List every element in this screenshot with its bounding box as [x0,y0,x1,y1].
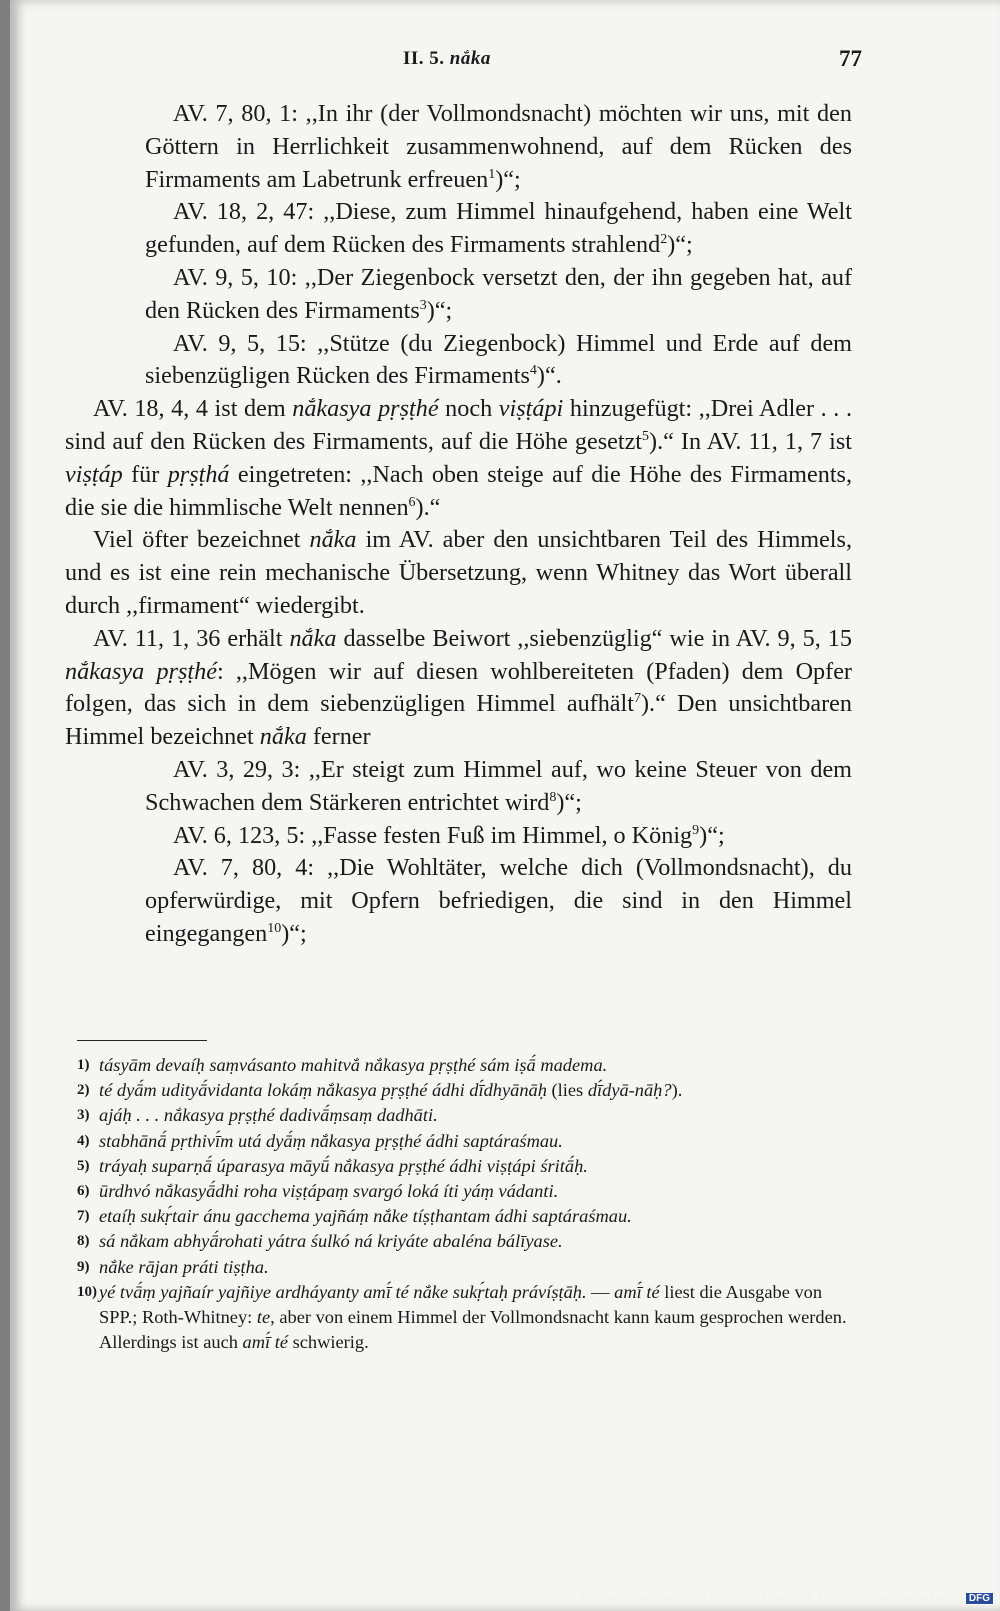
page-header [10,48,1000,78]
footnote [65,1129,852,1154]
quotation-paragraph [65,98,852,196]
italic-term: amī́ té [242,1332,288,1353]
footnote [65,1280,852,1356]
main-text [65,98,852,951]
italic-term: ajáḥ . . . nắkasya pṛṣṭhé dadivā́ṃsaṃ dadhāti. [99,1105,438,1126]
footnote-ref: 1 [488,166,496,182]
text-run: ).“ Den unsichtbaren Himmel bezeichnet [65,690,852,751]
text-run: ). [671,1080,683,1101]
paragraph [65,524,852,622]
text-run: AV. 18, 2, 47: ,,Diese, zum Himmel hinaufgehend, haben eine Welt gefunden, auf dem Rücken des Firmaments strahlend [145,198,852,259]
italic-term: viṣṭáp [65,460,123,488]
text-run: Viel öfter bezeichnet [93,526,310,554]
quotation-paragraph [65,754,852,820]
footnote-ref: 4 [529,363,537,379]
text-run: AV. 11, 1, 36 erhält [93,624,290,652]
paragraph [65,623,852,754]
italic-term: sá nắkam abhyā́rohati yátra śulkó ná kriyáte abaléna bálīyase. [99,1231,563,1252]
text-run: )“; [495,165,521,193]
text-run: (lies [546,1080,588,1101]
book-page [10,0,1000,1611]
footnote-ref: 10 [267,920,282,936]
dfg-logo: DFG [965,1592,994,1605]
italic-term: pṛṣṭhá [167,460,230,488]
text-run: )“. [536,362,562,390]
italic-term: te, [256,1307,275,1328]
italic-term: nắka [259,723,307,751]
italic-term: stabhānā́ pṛthivī́m utá dyā́ṃ nắkasya pṛṣṭhé ádhi saptáraśmau. [99,1130,563,1151]
quotation-paragraph [65,852,852,950]
page-number: 77 [839,46,862,71]
italic-term: té dyā́m udityā́vidanta lokáṃ nắkasya pṛṣṭhé ádhi dī́dhyānāḥ [99,1080,547,1101]
italic-term: amī́ té [614,1281,660,1302]
text-run: hinzugefügt: ,,Drei Adler . . . sind auf den Rücken des Firmaments, auf die Höhe gesetzt [65,395,852,455]
text-run: ).“ In AV. 11, 1, 7 ist [649,427,852,455]
text-run: dasselbe Beiwort ,,siebenzüglig“ wie in AV. 9, 5, 15 [336,624,852,652]
text-run: aber von einem Himmel der Vollmondsnacht kann kaum gesprochen werden. Allerdings ist auch [99,1307,847,1353]
footnotes [65,1040,852,1355]
footnote-ref: 5 [642,428,650,444]
text-run: AV. 9, 5, 10: ,,Der Ziegenbock versetzt den, der ihn gegeben hat, auf den Rücken des Firmaments [145,263,852,324]
italic-term: tásyām devaíḥ saṃvásanto mahitvắ nắkasya pṛṣṭhé sám iṣā́ madema. [99,1055,608,1075]
text-run: AV. 9, 5, 15: ,,Stütze (du Ziegenbock) Himmel und Erde auf dem siebenzügligen Rücken des Firmaments [145,329,852,390]
footnote [65,1255,852,1280]
text-run: )“; [699,821,725,849]
text-run: ).“ [415,493,441,521]
text-run: )“; [281,919,307,947]
text-run: für [122,460,168,488]
italic-term: etaíḥ sukṛ́tair ánu gacchema yajñáṃ nắke tíṣṭhantam ádhi saptáraśmau. [99,1206,632,1227]
italic-term: dī́dyā-nāḥ? [587,1080,672,1101]
footnote-marker: 6) [77,1183,90,1200]
footnote-marker: 9) [77,1258,90,1275]
italic-term: tráyaḥ suparṇā́ úparasya māyū́ nắkasya pṛṣṭhé ádhi viṣṭápi śritā́ḥ. [99,1155,588,1176]
text-run: liest die Ausgabe von SPP.; Roth-Whitney: [99,1281,823,1328]
footnote-rule [77,1040,207,1041]
footnote-ref: 3 [419,297,427,313]
credit-text: Digitalisierung gefördert durch die Deutsche Forschungsgemeinschaft - [580,1590,959,1604]
footnote [65,1053,852,1078]
footnote-ref: 2 [660,232,668,248]
footnote [65,1154,852,1179]
footnote-marker: 7) [77,1208,90,1225]
text-run: AV. 6, 123, 5: ,,Fasse festen Fuß im Himmel, o König [173,821,693,849]
footnote-ref: 6 [408,494,416,510]
italic-term: yé tvā́ṃ yajñaír yajñiye ardháyanty amī́ té nắke sukṛ́taḥ právíṣṭāḥ. [99,1281,587,1302]
digitization-credit [580,1590,994,1605]
footnote [65,1103,852,1128]
quotation-paragraph [65,820,852,853]
italic-term: viṣṭápi [498,395,564,423]
italic-term: nắka [309,526,357,554]
text-run: AV. 3, 29, 3: ,,Er steigt zum Himmel auf, wo keine Steuer von dem Schwachen dem Stärkeren entrichtet wird [145,755,852,816]
paragraph [65,393,852,524]
italic-term: nắka [289,624,337,652]
italic-term: ūrdhvó nắkasyā́dhi roha viṣṭápaṃ svargó loká íti yáṃ vádanti. [99,1181,559,1202]
text-run: : ,,Mögen wir auf diesen wohlbereiteten (Pfaden) dem Opfer folgen, das sich in dem siebenzügligen Himmel aufhält [65,657,852,718]
section-word: nắka [449,48,491,69]
footnote-ref: 8 [549,789,557,805]
text-run: noch [438,395,499,423]
text-run: AV. 7, 80, 1: ,,In ihr (der Vollmondsnacht) möchten wir uns, mit den Göttern in Herrlichkeit zusammenwohnend, auf dem Rücken des Firmaments am Labetrunk erfreuen [145,100,852,193]
footnote-marker: 10) [77,1283,97,1300]
footnote [65,1229,852,1254]
footnote-ref: 7 [634,691,641,707]
quotation-paragraph [65,196,852,262]
section-number: II. 5. [403,48,445,69]
italic-term: nắkasya pṛṣṭhé [292,395,439,423]
text-run: )“; [426,296,453,324]
footnote-list [65,1053,852,1355]
text-run: AV. 18, 4, 4 ist dem [93,395,293,423]
text-run: eingetreten: ,,Nach oben steige auf die Höhe des Firmaments, die sie die himmlische Welt nennen [65,460,853,521]
footnote [65,1078,852,1103]
footnote-marker: 8) [77,1233,90,1250]
quotation-paragraph [65,328,852,394]
text-run: AV. 7, 80, 4: ,,Die Wohltäter, welche dich (Vollmondsnacht), du opferwürdige, mit Opfern befriedigen, die sind in den Himmel eingegangen [145,854,852,947]
quotation-paragraph [65,262,852,328]
footnote-marker: 4) [77,1132,90,1149]
text-run: — [586,1281,615,1302]
text-run: )“; [667,231,693,259]
footnote-marker: 1) [77,1057,90,1073]
italic-term: nắke rājan práti tiṣṭha. [99,1256,269,1277]
footnote [65,1179,852,1204]
footnote [65,1204,852,1229]
footnote-marker: 5) [77,1157,90,1174]
text-run: im AV. aber den unsichtbaren Teil des Himmels, und es ist eine rein mechanische Übersetzung, wenn Whitney das Wort überall durch ,,firmament“ wiedergibt. [65,526,852,619]
footnote-marker: 2) [77,1082,90,1099]
running-head [403,48,491,70]
text-run: ferner [306,723,371,751]
footnote-marker: 3) [77,1107,90,1124]
text-run: schwierig. [288,1332,369,1353]
footnote-ref: 9 [692,822,700,838]
text-run: )“; [556,788,582,816]
italic-term: nắkasya pṛṣṭhé [65,657,217,685]
